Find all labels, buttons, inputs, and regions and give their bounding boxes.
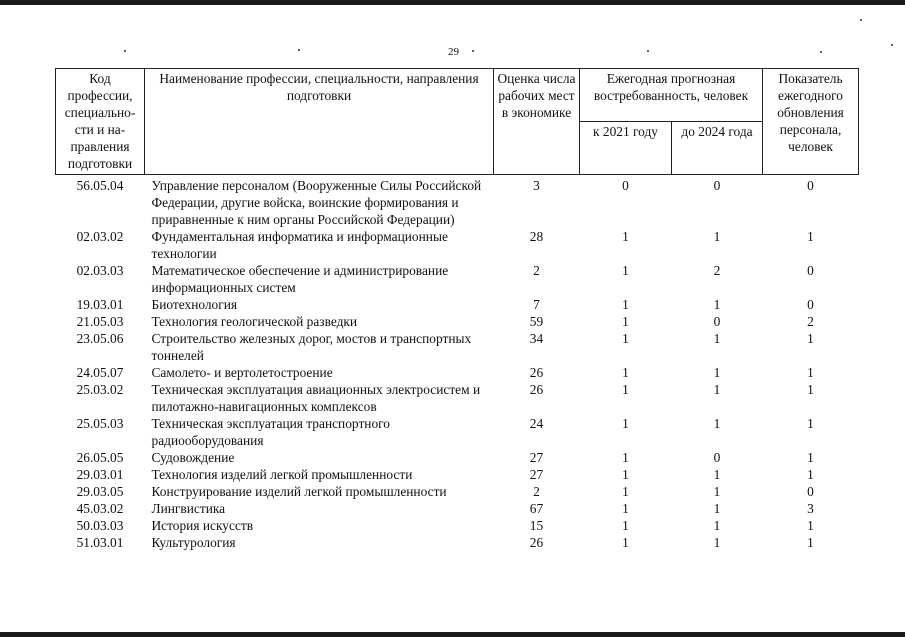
row-name: Строительство железных дорог, мостов и транспортных тоннелей <box>151 331 472 363</box>
header-name: Наименование профессии, специальности, направления подготовки <box>145 69 494 175</box>
row-name: Лингвистика <box>151 501 226 516</box>
row-estimate: 3 <box>533 178 540 193</box>
row-forecast-2024: 1 <box>713 484 721 499</box>
table-row <box>56 262 859 296</box>
scan-speck <box>472 50 474 52</box>
row-estimate: 7 <box>533 297 540 312</box>
row-renewal: 1 <box>807 450 814 465</box>
row-code: 19.03.01 <box>76 297 124 312</box>
scan-speck <box>891 44 893 46</box>
row-forecast-2024: 0 <box>713 450 721 465</box>
row-forecast-2024: 1 <box>713 518 721 533</box>
table-row <box>56 313 859 330</box>
row-forecast-2021: 1 <box>622 416 629 431</box>
row-renewal: 1 <box>807 416 814 431</box>
row-code: 29.03.05 <box>76 484 124 499</box>
row-code: 25.05.03 <box>76 416 124 431</box>
table-row <box>56 415 859 449</box>
header-forecast-group: Ежегодная прогнозная востребованность, человек <box>580 69 763 122</box>
row-forecast-2021: 1 <box>622 450 629 465</box>
scan-speck <box>860 19 862 21</box>
row-estimate: 26 <box>529 382 544 397</box>
row-renewal: 0 <box>807 297 814 312</box>
row-forecast-2021: 1 <box>622 501 629 516</box>
row-forecast-2024: 1 <box>713 382 721 397</box>
row-forecast-2021: 1 <box>622 331 629 346</box>
row-forecast-2021: 1 <box>622 484 629 499</box>
row-forecast-2021: 1 <box>622 535 629 550</box>
row-forecast-2021: 1 <box>622 314 629 329</box>
table-row <box>56 466 859 483</box>
row-forecast-2021: 1 <box>622 365 629 380</box>
row-forecast-2024: 1 <box>713 229 721 244</box>
row-code: 45.03.02 <box>76 501 124 516</box>
row-forecast-2024: 1 <box>713 467 721 482</box>
row-estimate: 26 <box>529 365 544 380</box>
scan-speck <box>820 51 822 53</box>
row-renewal: 1 <box>807 331 814 346</box>
row-code: 50.03.03 <box>76 518 124 533</box>
header-estimate: Оценка числа рабочих мест в экономике <box>494 69 580 175</box>
row-forecast-2024: 1 <box>713 331 721 346</box>
table-row <box>56 381 859 415</box>
row-forecast-2024: 1 <box>713 535 721 550</box>
row-renewal: 2 <box>807 314 814 329</box>
row-estimate: 34 <box>529 331 544 346</box>
row-estimate: 15 <box>529 518 544 533</box>
table-row <box>56 330 859 364</box>
row-code: 26.05.05 <box>76 450 124 465</box>
row-name: История искусств <box>151 518 254 533</box>
header-forecast-2024: до 2024 года <box>672 122 763 175</box>
row-code: 29.03.01 <box>76 467 124 482</box>
row-code: 51.03.01 <box>76 535 124 550</box>
row-forecast-2021: 1 <box>622 297 629 312</box>
row-code: 02.03.02 <box>76 229 124 244</box>
page-number: 29 <box>448 46 459 58</box>
row-renewal: 0 <box>807 178 814 193</box>
row-renewal: 3 <box>807 501 814 516</box>
bottom-scan-border <box>0 632 905 637</box>
scan-speck <box>298 49 300 51</box>
row-forecast-2021: 1 <box>622 382 629 397</box>
table-row <box>56 534 859 551</box>
row-estimate: 26 <box>529 535 544 550</box>
row-renewal: 1 <box>807 229 814 244</box>
row-estimate: 2 <box>533 484 540 499</box>
row-name: Самолето- и вертолетостроение <box>151 365 333 380</box>
row-code: 24.05.07 <box>76 365 124 380</box>
row-name: Биотехнология <box>151 297 238 312</box>
row-code: 21.05.03 <box>76 314 124 329</box>
row-estimate: 24 <box>529 416 544 431</box>
row-name: Фундаментальная информатика и информационные технологии <box>151 229 448 261</box>
row-estimate: 28 <box>529 229 544 244</box>
row-name: Судовождение <box>151 450 235 465</box>
row-estimate: 27 <box>529 467 544 482</box>
row-forecast-2024: 1 <box>713 365 721 380</box>
table-row <box>56 449 859 466</box>
row-estimate: 2 <box>533 263 540 278</box>
table-header <box>56 69 859 175</box>
table-row <box>56 483 859 500</box>
scan-speck <box>647 50 649 52</box>
row-renewal: 0 <box>807 484 814 499</box>
row-name: Математическое обеспечение и администрирование информационных систем <box>151 263 449 295</box>
row-name: Техническая эксплуатация авиационных электросистем и пилотажно-навигационных комплексов <box>151 382 481 414</box>
header-code: Код профессии, специально-сти и на-правления подготовки <box>56 69 145 175</box>
top-scan-border <box>0 0 905 5</box>
row-forecast-2021: 1 <box>622 229 629 244</box>
table-row <box>56 228 859 262</box>
row-forecast-2024: 0 <box>713 178 721 193</box>
row-forecast-2021: 1 <box>622 518 629 533</box>
header-renewal: Показатель ежегодного обновления персонала, человек <box>763 69 859 175</box>
row-renewal: 1 <box>807 535 814 550</box>
table-row <box>56 517 859 534</box>
table-body <box>56 175 859 552</box>
scan-speck <box>124 50 126 52</box>
row-name: Управление персоналом (Вооруженные Силы Российской Федерации, другие войска, воинские формирования и приравненные к ним органы Российской Федерации) <box>151 178 482 227</box>
row-name: Конструирование изделий легкой промышленности <box>151 484 447 499</box>
row-forecast-2021: 1 <box>622 263 629 278</box>
row-forecast-2021: 1 <box>622 467 629 482</box>
row-code: 25.03.02 <box>76 382 124 397</box>
row-renewal: 1 <box>807 467 814 482</box>
row-renewal: 1 <box>807 365 814 380</box>
table-row <box>56 364 859 381</box>
row-estimate: 67 <box>529 501 544 516</box>
row-name: Техническая эксплуатация транспортного радиооборудования <box>151 416 391 448</box>
row-code: 56.05.04 <box>76 178 124 193</box>
table-row <box>56 296 859 313</box>
professions-table <box>55 68 859 551</box>
row-code: 23.05.06 <box>76 331 124 346</box>
row-forecast-2024: 2 <box>713 263 721 278</box>
table-row <box>56 175 859 229</box>
row-forecast-2021: 0 <box>622 178 629 193</box>
row-name: Технология изделий легкой промышленности <box>151 467 413 482</box>
row-estimate: 27 <box>529 450 544 465</box>
table-row <box>56 500 859 517</box>
row-forecast-2024: 0 <box>713 314 721 329</box>
row-renewal: 0 <box>807 263 814 278</box>
row-forecast-2024: 1 <box>713 297 721 312</box>
row-name: Технология геологической разведки <box>151 314 358 329</box>
header-forecast-2021: к 2021 году <box>580 122 672 175</box>
row-code: 02.03.03 <box>76 263 124 278</box>
row-estimate: 59 <box>529 314 544 329</box>
row-forecast-2024: 1 <box>713 416 721 431</box>
row-forecast-2024: 1 <box>713 501 721 516</box>
row-renewal: 1 <box>807 382 814 397</box>
row-name: Культурология <box>151 535 236 550</box>
row-renewal: 1 <box>807 518 814 533</box>
